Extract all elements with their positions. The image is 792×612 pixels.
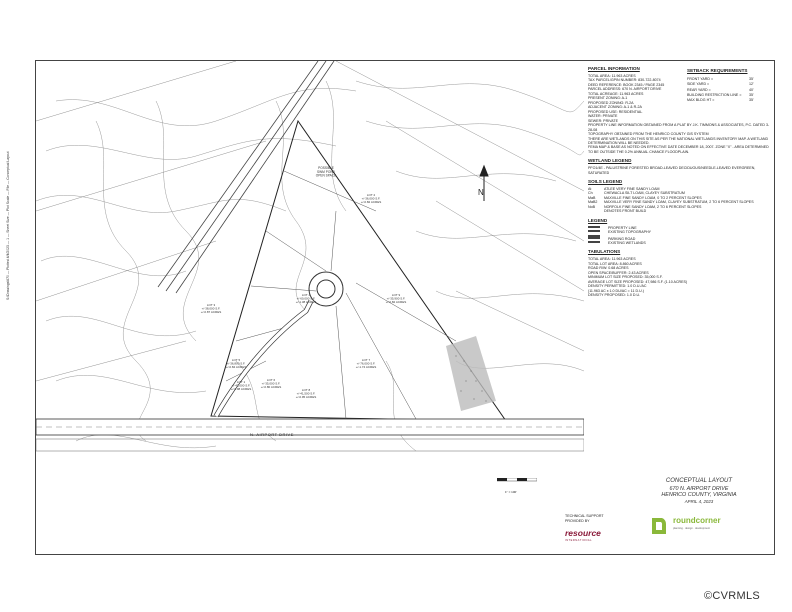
tabulations-list	[588, 257, 772, 297]
scale-label: 1" = 100'	[505, 490, 517, 494]
setback-value: 35'	[749, 93, 754, 98]
setback-row	[687, 98, 771, 103]
title-line-4: APRIL 4, 2023	[684, 499, 714, 504]
title-line-1: CONCEPTUAL LAYOUT	[665, 478, 733, 484]
soil-code: MaB	[588, 195, 596, 200]
legend-title: LEGEND	[588, 217, 608, 223]
legend-label: PARKING ROAD	[608, 236, 636, 241]
prepared-label-1: TECHNICAL SUPPORT	[565, 514, 604, 518]
lot-label: LOT 7 +/-76,000 S.F. +/-1.74 ACRES	[355, 358, 377, 370]
parcel-info-row: TOPOGRAPHY OBTAINED FROM THE HENRICO COUNTY GIS SYSTEM	[588, 132, 709, 137]
resource-logo-sub: INTERNATIONAL	[565, 539, 593, 542]
tabulation-row: OPEN SPACE/BUFFER: 2.43 ACRES	[588, 270, 649, 275]
tabulations-title: TABULATIONS	[588, 249, 621, 255]
parcel-info-row: TOTAL AREA: 11.963 ACRES	[588, 73, 636, 78]
lot-label: LOT 5 +/-36,800 S.F. +/-0.84 ACRES	[225, 358, 247, 370]
tabulation-row: MINIMUM LOT SIZE PROPOSED: 35,000 S.F.	[588, 275, 663, 280]
parcel-info-row: DEED REFERENCE: BOOK 2345 / PAGE 2345	[588, 82, 665, 87]
soil-description: ATLEE VERY FINE SANDY LOAM	[604, 186, 660, 191]
soil-code: MaB2	[588, 200, 598, 205]
tabulation-row: DENSITY PERMITTED: 1.0 D.U./AC	[588, 284, 647, 289]
lot-label: LOT 8 +/-41,500 S.F. +/-0.95 ACRES	[295, 388, 317, 400]
parcel-info-row: PROPOSED ZONING: R-2A	[588, 100, 634, 105]
setback-requirements	[687, 64, 771, 104]
lot-label: LOT 6 +/-35,000 S.F. +/-0.80 ACRES	[260, 378, 282, 390]
legend-label: PROPERTY LINE	[608, 225, 637, 230]
wetland-legend-list	[588, 166, 772, 175]
title-line-3: HENRICO COUNTY, VIRGINIA	[661, 492, 737, 499]
tabulation-row: DENSITY PROPOSED: 1.0 D.U.	[588, 293, 641, 298]
tabulation-row: (11.963 AC x 1.0 DU/AC = 11 D.U.)	[588, 288, 644, 293]
legend-list	[588, 226, 772, 246]
parcel-information-title: PARCEL INFORMATION	[588, 66, 640, 71]
wetland-legend-row: PFO1/4E - PALUSTRINE FORESTED BROAD-LEAVED DECIDUOUS/NEEDLE-LEAVED EVERGREEN, SATURATED	[588, 166, 756, 175]
legend-label: EXISTING TOPOGRAPHY	[608, 230, 652, 235]
wetland-legend-title: WETLAND LEGEND	[588, 158, 632, 164]
soil-description: MAXVILLE FINE SANDY LOAM, 0 TO 2 PERCENT SLOPES	[604, 195, 702, 200]
legend-row	[588, 241, 772, 245]
roundcorner-logo-icon	[650, 516, 668, 536]
title-line-2: 670 N. AIRPORT DRIVE	[669, 485, 729, 492]
soils-legend-row	[588, 209, 772, 213]
parcel-info-row: TAX PARCEL/GPIN NUMBER: 830-722-8074	[588, 78, 661, 83]
legend-label: EXISTING WETLANDS	[608, 240, 646, 245]
setback-label: SIDE YARD =	[687, 82, 710, 87]
parcel-info-row: PARCEL ADDRESS: 670 N. AIRPORT DRIVE	[588, 87, 662, 92]
sheet-file-path: S:\Drawings\670 — Plotted 4/4/2023 — 1 — Sheet Size — Plot Scale — File — Conceptual Layout	[6, 151, 10, 300]
legend-swatch	[588, 230, 600, 232]
lot-label: LOT 9 +/-35,900 S.F. +/-0.82 ACRES	[385, 293, 407, 305]
setback-title: SETBACK REQUIREMENTS	[687, 68, 748, 73]
railroad-tracks	[158, 61, 334, 293]
soil-description: CHEWACLA SILT LOAM, CLAYEY SUBSTRATUM	[604, 191, 685, 196]
lot-label: LOT 2 +/-36,000 S.F. +/-0.82 ACRES	[360, 193, 382, 205]
prepared-label-2: PROVIDED BY	[565, 518, 590, 523]
parcel-info-row: PROPERTY LINE INFORMATION OBTAINED FROM A PLAT BY J.K. TIMMONS & ASSOCIATES, P.C. DATED 3-28-08	[588, 123, 770, 132]
soil-code: NoB	[588, 204, 595, 209]
legend-swatch	[588, 241, 600, 243]
soil-description: NORFOLK FINE SANDY LOAM, 2 TO 6 PERCENT SLOPES	[604, 204, 702, 209]
north-arrow-label: N	[478, 188, 484, 197]
lot-labels	[201, 193, 406, 399]
soils-legend-title: SOILS LEGEND	[588, 179, 623, 185]
tabulation-row: ROAD R/W: 0.68 ACRES	[588, 266, 629, 271]
info-sidebar	[588, 62, 772, 502]
soils-legend-list	[588, 187, 772, 214]
setback-value: 35'	[749, 98, 754, 103]
parcel-info-row: THERE ARE WETLANDS ON THIS SITE AS PER THE NATIONAL WETLANDS INVENTORY MAP. A WETLAND DETERMINATION WILL BE NEEDED.	[588, 136, 769, 145]
open-space-label: POSSIBLE SWM POND OPEN SPACE	[315, 166, 337, 178]
wetland-hatch	[446, 336, 496, 411]
setback-label: BUILDING RESTRICTION LINE =	[687, 93, 742, 98]
n-airport-drive-road	[36, 419, 584, 451]
setback-label: FRONT YARD =	[687, 76, 714, 81]
legend-swatch	[588, 226, 600, 228]
setback-value: 12'	[749, 82, 754, 87]
scale-bar	[497, 478, 537, 490]
setback-label: MAX BLDG HT =	[687, 98, 715, 103]
prepared-by	[565, 514, 604, 523]
lot-label: LOT 4 +/-60,000 S.F. +/-1.38 ACRES	[295, 293, 317, 305]
lot-label: LOT 3 +/-38,000 S.F. +/-0.87 ACRES	[200, 303, 222, 315]
parcel-info-row: PROPOSED USE: RESIDENTIAL	[588, 109, 643, 114]
tabulation-row: TOTAL AREA: 11.963 ACRES	[588, 257, 636, 262]
soil-code: Ch	[588, 191, 593, 196]
parcel-info-row: TOTAL ACREAGE: 11.963 ACRES	[588, 91, 644, 96]
resource-logo: resource	[565, 528, 601, 538]
setback-value: 35'	[749, 76, 754, 81]
parcel-info-row: WATER: PRIVATE	[588, 114, 618, 119]
lot-lines	[226, 171, 456, 419]
title-block	[640, 478, 758, 505]
roundcorner-logo-name: roundcorner	[673, 516, 721, 525]
parcel-info-row: FEMA MAP & BASE AS NOTED ON EFFECTIVE DATE DECEMBER 18, 2007. ZONE "X" - AREA DETERMINED TO BE OUTSIDE THE 0.2% ANNUAL CHANCE FLOODPLAIN.	[588, 145, 769, 154]
road-label: N. AIRPORT DRIVE	[250, 432, 294, 437]
tabulation-row: AVERAGE LOT SIZE PROPOSED: 47,986 S.F. (1.10 ACRES)	[588, 279, 688, 284]
setback-value: 40'	[749, 87, 754, 92]
legend-swatch	[588, 237, 600, 239]
tabulation-row: TOTAL LOT AREA: 8.860 ACRES	[588, 261, 642, 266]
parcel-info-row: PRESENT ZONING: A-1	[588, 96, 628, 101]
parcel-info-row: SEWER: PRIVATE	[588, 118, 619, 123]
setback-label: REAR YARD =	[687, 87, 711, 92]
watermark: ©CVRMLS	[704, 590, 761, 602]
adjacent-parcel-lines	[36, 61, 584, 381]
parcel-info-row: ADJACENT ZONING: A-1 & R-2A	[588, 105, 642, 110]
setback-list	[687, 77, 771, 104]
soil-code	[588, 209, 600, 213]
soil-code: At	[588, 186, 592, 191]
soil-description: MAXVILLE VERY FINE SANDY LOAM, CLAYEY SUBSTRATUM, 2 TO 6 PERCENT SLOPES	[604, 200, 754, 205]
soil-description: DENOTES FRONT BUILD	[604, 209, 647, 214]
roundcorner-logo-sub: planning · design · development	[673, 527, 710, 530]
lot-label: LOT 1 +/-43,000 S.F. +/-0.98 ACRES	[230, 380, 252, 392]
